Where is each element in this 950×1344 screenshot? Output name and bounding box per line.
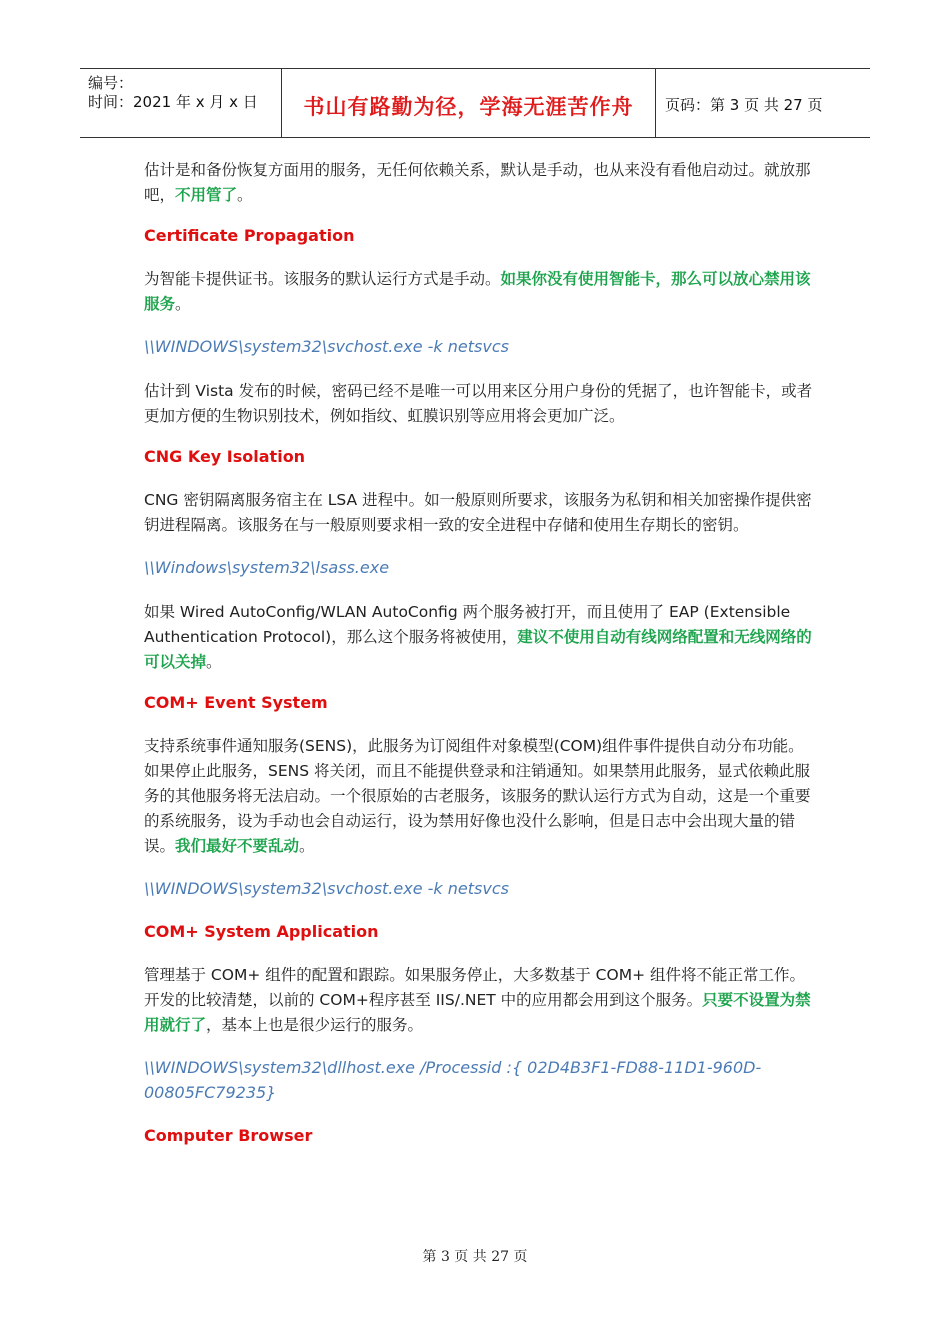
highlight-green: 不用管了: [175, 186, 238, 204]
paragraph: 支持系统事件通知服务(SENS)，此服务为订阅组件对象模型(COM)组件事件提供自动分布功能。如果停止此服务，SENS 将关闭，而且不能提供登录和注销通知。如果禁用此服务，显式依赖此服务的其他服务将无法启动。一个很原始的古老服务，该服务的默认运行方式为自动，这是一个重要的系统服务，设为手动也会自动运行，设为禁用好像也没什么影响，但是日志中会出现大量的错误。我们最好不要乱动。: [144, 737, 811, 855]
header-motto: 书山有路勤为径，学海无涯苦作舟: [303, 94, 634, 119]
paragraph: 如果 Wired AutoConfig/WLAN AutoConfig 两个服务被打开，而且使用了 EAP (Extensible Authentication Protocol)，那么这个服务将被使用，建议不使用自动有线网络配置和无线网络的可以关掉。: [144, 603, 812, 671]
time-label: 时间：2021 年 x 月 x 日: [88, 93, 258, 111]
header-page-info: 页码：第 3 页 共 27 页: [665, 96, 823, 114]
highlight-green: 只要不设置为禁用就行了: [144, 991, 811, 1034]
paragraph: 为智能卡提供证书。该服务的默认运行方式是手动。如果你没有使用智能卡，那么可以放心禁用该服务。: [144, 270, 811, 313]
section-heading: COM+ System Application: [144, 922, 379, 941]
service-path: \\Windows\system32\lsass.exe: [144, 558, 390, 577]
highlight-green: 我们最好不要乱动: [175, 837, 300, 855]
header-page-cell: [656, 69, 870, 137]
section-heading: Computer Browser: [144, 1126, 313, 1145]
header-meta-cell: [80, 69, 282, 137]
paragraph: 估计是和备份恢复方面用的服务，无任何依赖关系，默认是手动，也从来没有看他启动过。就放那吧，不用管了。: [144, 161, 811, 204]
page-footer: 第 3 页 共 27 页: [422, 1249, 528, 1265]
highlight-green: 建议不使用自动有线网络配置和无线网络的可以关掉: [144, 628, 812, 671]
paragraph: 管理基于 COM+ 组件的配置和跟踪。如果服务停止，大多数基于 COM+ 组件将不能正常工作。开发的比较清楚，以前的 COM+程序甚至 IIS/.NET 中的应用都会用到这个服务。只要不设置为禁用就行了，基本上也是很少运行的服务。: [144, 966, 811, 1034]
paragraph: CNG 密钥隔离服务宿主在 LSA 进程中。如一般原则所要求，该服务为私钥和相关加密操作提供密钥进程隔离。该服务在与一般原则要求相一致的安全进程中存储和使用生存期长的密钥。: [144, 491, 812, 534]
service-path: \\WINDOWS\system32\dllhost.exe /Processid :{ 02D4B3F1-FD88-11D1-960D-00805FC79235}: [144, 1058, 762, 1102]
service-path: \\WINDOWS\system32\svchost.exe -k netsvcs: [144, 337, 509, 356]
section-heading: CNG Key Isolation: [144, 447, 306, 466]
section-heading: COM+ Event System: [144, 693, 328, 712]
highlight-green: 如果你没有使用智能卡，那么可以放心禁用该服务: [144, 270, 811, 313]
service-path: \\WINDOWS\system32\svchost.exe -k netsvcs: [144, 879, 509, 898]
document-body: [144, 158, 814, 1167]
header-motto-cell: [282, 69, 656, 137]
page-header: [80, 68, 870, 138]
paragraph: 估计到 Vista 发布的时候，密码已经不是唯一可以用来区分用户身份的凭据了，也许智能卡，或者更加方便的生物识别技术，例如指纹、虹膜识别等应用将会更加广泛。: [144, 382, 813, 425]
section-heading: Certificate Propagation: [144, 226, 355, 245]
number-label: 编号：: [88, 74, 134, 92]
